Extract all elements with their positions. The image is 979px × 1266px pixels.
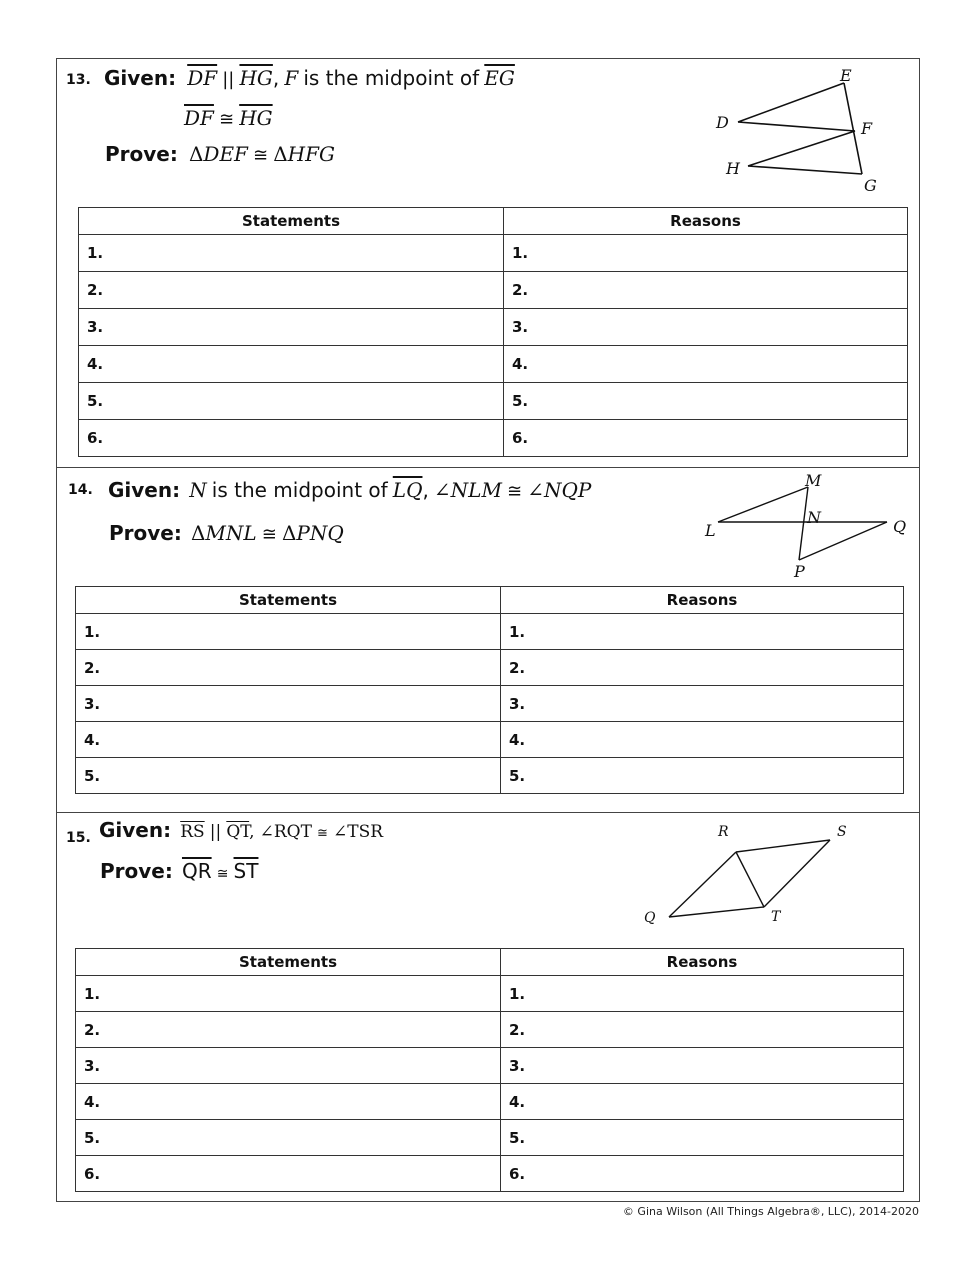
segment-rs-line bbox=[736, 840, 830, 852]
given-text: is the midpoint of bbox=[303, 66, 480, 90]
statement-cell[interactable]: 1. bbox=[76, 614, 501, 650]
label-r: R bbox=[718, 824, 729, 840]
label-p: P bbox=[794, 562, 805, 581]
label-l: L bbox=[705, 521, 716, 540]
reason-cell[interactable]: 6. bbox=[504, 420, 908, 457]
copyright-footer: © Gina Wilson (All Things Algebra®, LLC), 2014-2020 bbox=[622, 1205, 919, 1218]
reason-cell[interactable]: 6. bbox=[501, 1156, 904, 1192]
segment-eg: $\overline{EG}$ bbox=[484, 66, 515, 90]
reason-cell[interactable]: 2. bbox=[504, 272, 908, 309]
statement-cell[interactable]: 1. bbox=[79, 235, 504, 272]
reasons-header: Reasons bbox=[504, 208, 908, 235]
comma: , bbox=[272, 66, 280, 90]
statement-cell[interactable]: 3. bbox=[76, 686, 501, 722]
prove-line bbox=[100, 859, 258, 883]
reason-cell[interactable]: 5. bbox=[501, 758, 904, 794]
angle-tsr: ∠TSR bbox=[333, 822, 384, 842]
label-q: Q bbox=[893, 517, 907, 536]
statements-header: Statements bbox=[76, 587, 501, 614]
statement-cell[interactable]: 5. bbox=[76, 1120, 501, 1156]
comma: , bbox=[422, 478, 429, 502]
statement-cell[interactable]: 1. bbox=[76, 976, 501, 1012]
segment-qr: $\overline{QR}$ bbox=[181, 859, 212, 883]
statements-header: Statements bbox=[79, 208, 504, 235]
segment-hf bbox=[748, 131, 855, 166]
label-s: S bbox=[837, 824, 847, 840]
label-e: E bbox=[840, 66, 852, 85]
problem-number: 13. bbox=[66, 72, 91, 88]
triangle-hfg: HFG bbox=[287, 142, 335, 166]
congruent-symbol: ≅ bbox=[261, 524, 277, 545]
given-line bbox=[108, 478, 591, 502]
segment-ml bbox=[718, 487, 808, 522]
segment-df: $\overline{DF}$ bbox=[184, 106, 214, 130]
segment-de bbox=[738, 83, 844, 122]
segment-hg-line bbox=[748, 166, 862, 174]
reason-cell[interactable]: 4. bbox=[501, 1084, 904, 1120]
label-n: N bbox=[807, 508, 821, 527]
given-label: Given: bbox=[99, 818, 172, 842]
parallel-symbol: || bbox=[209, 822, 222, 842]
segment-df: $\overline{DF}$ bbox=[187, 66, 218, 90]
reasons-header: Reasons bbox=[501, 949, 904, 976]
reason-cell[interactable]: 5. bbox=[501, 1120, 904, 1156]
statement-cell[interactable]: 6. bbox=[76, 1156, 501, 1192]
reason-cell[interactable]: 4. bbox=[501, 722, 904, 758]
statement-cell[interactable]: 4. bbox=[76, 722, 501, 758]
statement-cell[interactable]: 2. bbox=[76, 650, 501, 686]
figure-13-diagram bbox=[700, 60, 900, 200]
segment-qp bbox=[799, 522, 887, 560]
proof-table-15 bbox=[75, 948, 904, 1192]
segment-rs: $\overline{RS}$ bbox=[180, 822, 205, 842]
statement-cell[interactable]: 4. bbox=[76, 1084, 501, 1120]
problem-number: 15. bbox=[66, 830, 91, 846]
prove-line bbox=[105, 142, 335, 166]
point-n: N bbox=[189, 478, 207, 502]
point-f: F bbox=[284, 66, 299, 90]
statement-cell[interactable]: 3. bbox=[79, 309, 504, 346]
label-f: F bbox=[861, 119, 873, 138]
label-t: T bbox=[771, 909, 781, 925]
reason-cell[interactable]: 5. bbox=[504, 383, 908, 420]
segment-rt bbox=[736, 852, 764, 907]
figure-14-diagram bbox=[690, 465, 920, 585]
statement-cell[interactable]: 3. bbox=[76, 1048, 501, 1084]
statement-cell[interactable]: 2. bbox=[79, 272, 504, 309]
proof-table-14 bbox=[75, 586, 904, 794]
triangle-pnq: PNQ bbox=[296, 521, 344, 545]
segment-hg: $\overline{HG}$ bbox=[239, 106, 273, 130]
congruent-symbol: ≅ bbox=[507, 481, 523, 502]
congruent-symbol: ≅ bbox=[253, 145, 269, 166]
figure-15-diagram bbox=[630, 815, 870, 935]
segment-lq: $\overline{LQ}$ bbox=[392, 478, 423, 502]
parallel-symbol: || bbox=[222, 69, 235, 90]
given-label: Given: bbox=[108, 478, 181, 502]
segment-st: $\overline{ST}$ bbox=[233, 859, 259, 883]
statement-cell[interactable]: 5. bbox=[79, 383, 504, 420]
prove-label: Prove: bbox=[109, 521, 182, 545]
prove-line bbox=[109, 521, 344, 545]
triangle-symbol: Δ bbox=[188, 142, 204, 166]
given-line-1 bbox=[104, 66, 515, 90]
segment-qr-line bbox=[669, 852, 736, 917]
triangle-symbol: Δ bbox=[273, 142, 288, 166]
reason-cell[interactable]: 3. bbox=[501, 1048, 904, 1084]
angle-nqp: ∠NQP bbox=[527, 478, 592, 502]
reason-cell[interactable]: 2. bbox=[501, 1012, 904, 1048]
triangle-symbol: Δ bbox=[190, 521, 206, 545]
statement-cell[interactable]: 5. bbox=[76, 758, 501, 794]
given-line bbox=[99, 818, 383, 842]
reason-cell[interactable]: 3. bbox=[501, 686, 904, 722]
congruent-symbol: ≅ bbox=[219, 109, 235, 130]
label-d: D bbox=[716, 113, 729, 132]
comma: , bbox=[249, 822, 255, 842]
prove-label: Prove: bbox=[100, 859, 173, 883]
label-h: H bbox=[726, 159, 740, 178]
given-label: Given: bbox=[104, 66, 177, 90]
reason-cell[interactable]: 1. bbox=[504, 235, 908, 272]
triangle-symbol: Δ bbox=[281, 521, 297, 545]
triangle-def: DEF bbox=[203, 142, 248, 166]
label-q: Q bbox=[644, 910, 656, 926]
reason-cell[interactable]: 1. bbox=[501, 614, 904, 650]
segment-eg-line bbox=[844, 83, 862, 174]
given-text: is the midpoint of bbox=[211, 478, 388, 502]
statement-cell[interactable]: 4. bbox=[79, 346, 504, 383]
statement-cell[interactable]: 2. bbox=[76, 1012, 501, 1048]
prove-label: Prove: bbox=[105, 142, 178, 166]
segment-st-line bbox=[764, 840, 830, 907]
congruent-symbol: ≅ bbox=[317, 826, 328, 841]
reason-cell[interactable]: 1. bbox=[501, 976, 904, 1012]
reason-cell[interactable]: 2. bbox=[501, 650, 904, 686]
segment-tq bbox=[669, 907, 764, 917]
reasons-header: Reasons bbox=[501, 587, 904, 614]
segment-hg: $\overline{HG}$ bbox=[239, 66, 273, 90]
segment-df-line bbox=[738, 122, 855, 131]
congruent-symbol: ≅ bbox=[216, 866, 229, 882]
label-g: G bbox=[864, 176, 877, 195]
reason-cell[interactable]: 3. bbox=[504, 309, 908, 346]
proof-table-13 bbox=[78, 207, 908, 457]
segment-qt: $\overline{QT}$ bbox=[226, 822, 250, 842]
angle-rqt: ∠RQT bbox=[259, 822, 312, 842]
reason-cell[interactable]: 4. bbox=[504, 346, 908, 383]
statements-header: Statements bbox=[76, 949, 501, 976]
angle-nlm: ∠NLM bbox=[433, 478, 502, 502]
problem-number: 14. bbox=[68, 482, 93, 498]
given-line-2 bbox=[184, 106, 273, 130]
statement-cell[interactable]: 6. bbox=[79, 420, 504, 457]
section-divider-14-15 bbox=[56, 812, 920, 813]
triangle-mnl: MNL bbox=[205, 521, 257, 545]
label-m: M bbox=[805, 471, 822, 490]
